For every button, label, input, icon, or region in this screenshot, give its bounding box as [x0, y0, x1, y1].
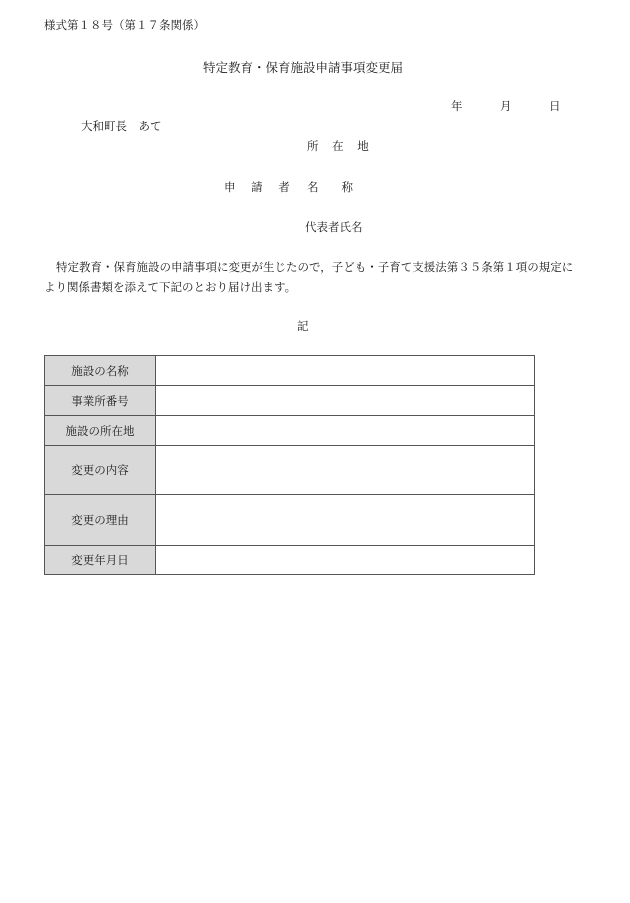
form-number: 様式第１８号（第１７条関係）	[44, 18, 205, 32]
change-date-field[interactable]	[156, 546, 535, 575]
body-text: 特定教育・保育施設の申請事項に変更が生じたので，子ども・子育て支援法第３５条第１項の規定により関係書類を添えて下記のとおり届け出ます。	[44, 260, 574, 294]
applicant-label: 申 請 者	[224, 180, 296, 194]
change-reason-field[interactable]	[156, 495, 535, 546]
table-row	[45, 386, 535, 416]
facility-address-field[interactable]	[156, 416, 535, 446]
table-row	[45, 356, 535, 386]
table-row	[45, 446, 535, 495]
change-date-label: 変更年月日	[45, 546, 156, 575]
representative-label: 代表者氏名	[305, 220, 363, 234]
office-number-field[interactable]	[156, 386, 535, 416]
date-year-label: 年	[451, 99, 463, 113]
name-label: 名 称	[307, 180, 353, 194]
facility-address-label: 施設の所在地	[45, 416, 156, 446]
change-content-field[interactable]	[156, 446, 535, 495]
table-row	[45, 416, 535, 446]
ki-heading: 記	[297, 319, 309, 333]
date-day-label: 日	[549, 99, 561, 113]
change-reason-label: 変更の理由	[45, 495, 156, 546]
date-month-label: 月	[500, 99, 512, 113]
addressee: 大和町長 あて	[81, 119, 162, 133]
change-content-label: 変更の内容	[45, 446, 156, 495]
address-label: 所 在 地	[307, 139, 374, 153]
facility-name-field[interactable]	[156, 356, 535, 386]
facility-name-label: 施設の名称	[45, 356, 156, 386]
table-row	[45, 495, 535, 546]
office-number-label: 事業所番号	[45, 386, 156, 416]
table-row	[45, 546, 535, 575]
page-title: 特定教育・保育施設申請事項変更届	[202, 60, 403, 75]
change-items-table	[44, 355, 535, 575]
